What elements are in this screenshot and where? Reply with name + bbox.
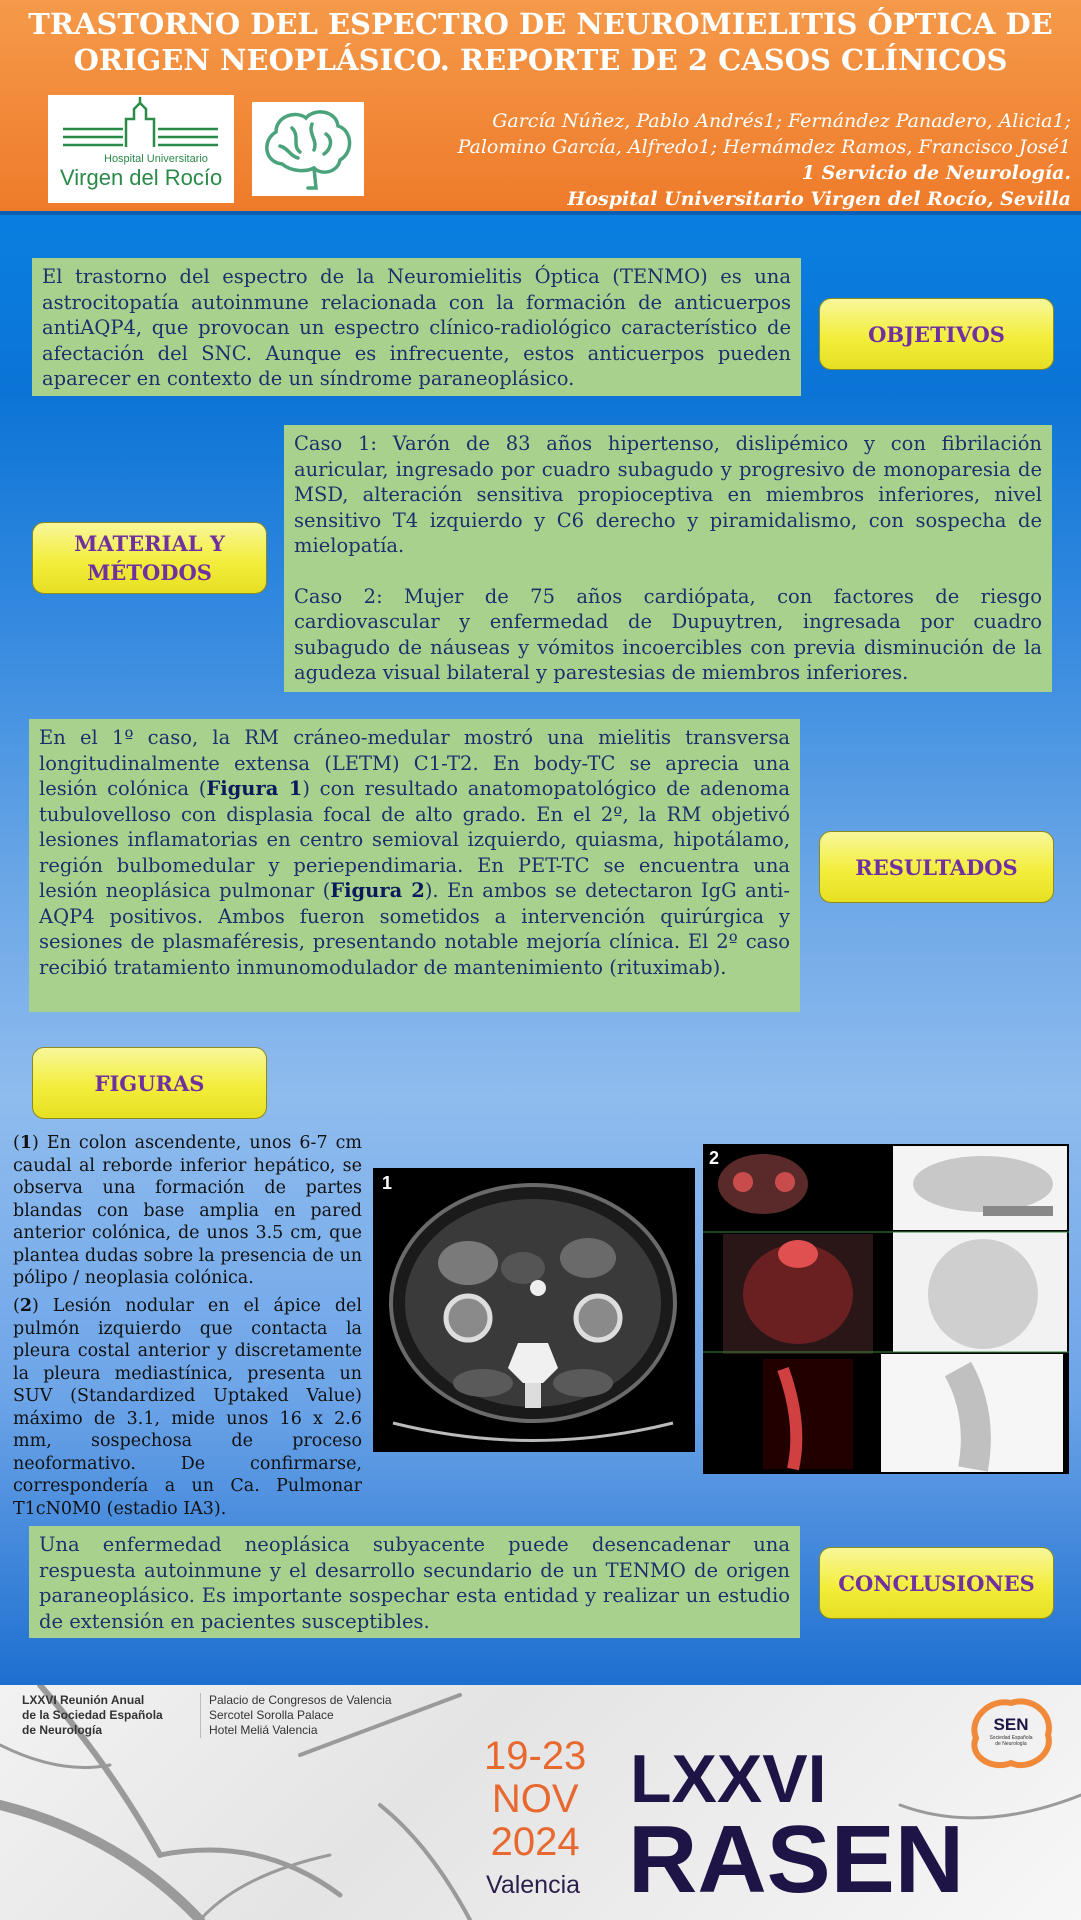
- resultados-label: RESULTADOS: [819, 831, 1054, 903]
- conclusiones-label: CONCLUSIONES: [819, 1547, 1054, 1619]
- congress-footer: [0, 1685, 1081, 1920]
- objetivos-text-box: El trastorno del espectro de la Neuromielitis Óptica (TENMO) es una astrocitopatía autoinmune relacionada con la formación de anticuerpos antiAQP4, que provocan un espectro clínico-radiológico característico de afectación del SNC. Aunque es infrecuente, estos anticuerpos pueden aparecer en contexto de un síndrome paraneoplásico.: [32, 258, 801, 396]
- resultados-text-box: En el 1º caso, la RM cráneo-medular mostró una mielitis transversa longitudinalmente extensa (LETM) C1-T2. En body-TC se aprecia una lesión colónica (Figura 1) con resultado anatomopatológico de adenoma tubulovelloso con displasia focal de alto grado. En el 2º, la RM objetivó lesiones inflamatorias en centro semioval izquierdo, quiasma, hipotálamo, región bulbomedular y periependimaria. En PET-TC se encuentra una lesión neoplásica pulmonar (Figura 2). En ambos se detectaron IgG anti-AQP4 positivos. Ambos fueron sometidos a intervención quirúrgica y sesiones de plasmaféresis, presentando notable mejoría clínica. El 2º caso recibió tratamiento inmunomodulador de mantenimiento (rituximab).: [29, 719, 800, 1012]
- figure1-reference: Figura 1: [206, 777, 303, 800]
- brain-icon: [252, 102, 364, 196]
- figure2-reference: Figura 2: [330, 879, 425, 902]
- meeting-city: Valencia: [486, 1871, 581, 1899]
- meeting-name: LXXVI Reunión Anual de la Sociedad Española de Neurología: [22, 1693, 163, 1737]
- objetivos-label: OBJETIVOS: [819, 298, 1054, 370]
- brand-rasen: RASEN: [628, 1806, 965, 1913]
- material-metodos-text-box: [284, 425, 1052, 692]
- case1-text: Caso 1: Varón de 83 años hipertenso, dislipémico y con fibrilación auricular, ingresado por cuadro subagudo y progresivo de monoparesia de MSD, alteración sensitiva propioceptiva en miembros inferiores, nivel sensitivo T4 izquierdo y C6 derecho y piramidalismo, con sospecha de mielopatía.: [294, 432, 1042, 557]
- case2-text: Caso 2: Mujer de 75 años cardiópata, con factores de riesgo cardiovascular y enfermedad de Dupuytren, ingresada por cuadro subagudo de náuseas y vómitos incoercibles con previa disminución de la agudeza visual bilateral y parestesias de miembros inferiores.: [294, 584, 1042, 684]
- authors-block: García Núñez, Pablo Andrés1; Fernández Panadero, Alicia1; Palomino García, Alfredo1; Hernámdez Ramos, Francisco José1 1 Servicio de Neurología. Hospital Universitario Virgen del Rocío, Sevilla: [457, 110, 1071, 210]
- brand-roman-numeral: LXXVI: [630, 1741, 827, 1817]
- hospital-logo: Hospital Universitario Virgen del Rocío: [48, 95, 234, 203]
- ct-scan-illustration: [373, 1168, 695, 1452]
- figure2-caption: (2) Lesión nodular en el ápice del pulmón izquierdo que contacta la pleura costal anterior y discretamente la pleura mediastínica, presenta un SUV (Standardized Uptaked Value) máximo de 3.1, mide unos 16 x 2.6 mm, sospechosa de proceso neoformativo. De confirmarse, correspondería a un Ca. Pulmonar T1cN0M0 (estadio IA3).: [13, 1296, 362, 1519]
- poster-title: TRASTORNO DEL ESPECTRO DE NEUROMIELITIS ÓPTICA DE ORIGEN NEOPLÁSICO. REPORTE DE 2 CASOS CLÍNICOS: [28, 7, 1053, 77]
- conclusiones-text-box: Una enfermedad neoplásica subyacente puede desencadenar una respuesta autoinmune y el desarrollo secundario de un TENMO de origen paraneoplásico. Es importante sospechar esta entidad y realizar un estudio de extensión en pacientes susceptibles.: [29, 1526, 800, 1638]
- figure1-ct-image: 1: [373, 1168, 695, 1452]
- figuras-label: FIGURAS: [32, 1047, 267, 1119]
- meeting-dates: 19-23 NOV 2024: [484, 1734, 587, 1864]
- brain-logo: [252, 102, 364, 196]
- figure2-pet-image: 2: [703, 1144, 1069, 1474]
- meeting-venues: Palacio de Congresos de Valencia Sercotel Sorolla Palace Hotel Meliá Valencia: [200, 1693, 392, 1738]
- sen-logo: SEN Sociedad Española de Neurología: [966, 1693, 1056, 1773]
- figure1-caption: (1) En colon ascendente, unos 6-7 cm caudal al reborde inferior hepático, se observa una formación de partes blandas con base amplia en pared anterior colónica, de unos 3.5 cm, que plantea dudas sobre la presencia de un pólipo / neoplasia colónica.: [13, 1133, 362, 1288]
- pet-ct-illustration: [703, 1144, 1069, 1474]
- hospital-building-icon: [48, 95, 234, 155]
- material-metodos-label: MATERIAL Y MÉTODOS: [32, 522, 267, 594]
- poster-header: [0, 0, 1081, 215]
